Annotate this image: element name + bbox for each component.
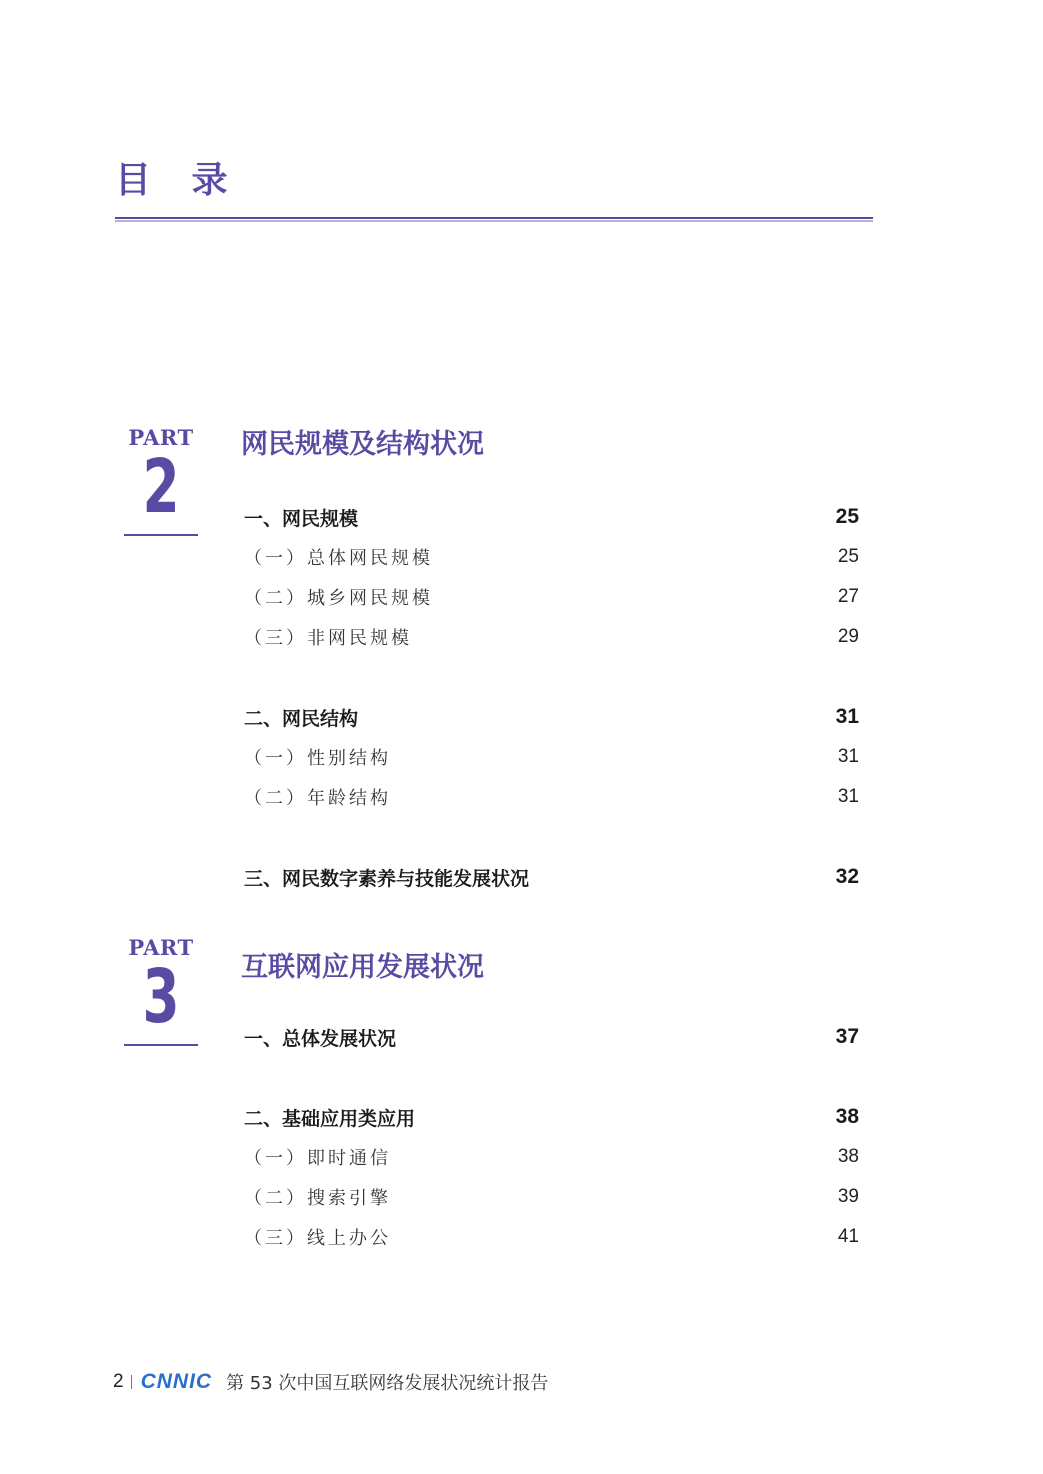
part-3-number: 3 (142, 954, 180, 1040)
toc-entry-label: 二、网民结构 (244, 707, 359, 730)
part-2-title: 网民规模及结构状况 (241, 429, 484, 460)
toc-entry-label: （三）线上办公 (244, 1228, 391, 1249)
toc-entry[interactable] (244, 864, 859, 890)
toc-entry-label: （二）年龄结构 (244, 788, 391, 809)
footer-page-number: 2 (113, 1371, 124, 1392)
footer-report-title: 第 53 次中国互联网络发展状况统计报告 (226, 1373, 549, 1394)
page-title: 目 录 (115, 160, 242, 201)
toc-entry-page: 39 (837, 1186, 859, 1207)
toc-entry-label: （一）总体网民规模 (244, 548, 433, 569)
toc-entry-label: 一、网民规模 (244, 507, 359, 530)
part-2-badge (124, 425, 198, 536)
toc-entry[interactable] (244, 1024, 859, 1050)
toc-entry-page: 25 (835, 505, 859, 528)
toc-entry-label: （二）城乡网民规模 (244, 588, 433, 609)
part-3-rule (124, 1044, 198, 1046)
toc-entry-page: 31 (837, 786, 859, 807)
title-divider (115, 217, 873, 222)
toc-entry-page: 25 (837, 546, 859, 567)
part-2-number: 2 (142, 444, 180, 530)
toc-entry-label: 一、总体发展状况 (244, 1027, 397, 1050)
toc-entry-page: 31 (835, 705, 859, 728)
toc-entry-label: （一）性别结构 (244, 748, 391, 769)
toc-entry[interactable] (244, 704, 859, 730)
toc-entry[interactable] (244, 744, 859, 770)
part-2-rule (124, 534, 198, 536)
toc-entry-label: （一）即时通信 (244, 1148, 391, 1169)
toc-entry-page: 41 (837, 1226, 859, 1247)
toc-entry[interactable] (244, 544, 859, 570)
toc-entry[interactable] (244, 584, 859, 610)
footer-separator (131, 1375, 132, 1389)
toc-entry[interactable] (244, 1184, 859, 1210)
toc-entry[interactable] (244, 504, 859, 530)
toc-entry-page: 29 (837, 626, 859, 647)
toc-entry[interactable] (244, 1104, 859, 1130)
toc-entry[interactable] (244, 624, 859, 650)
cnnic-logo: CNNIC (140, 1370, 213, 1393)
toc-entry[interactable] (244, 1144, 859, 1170)
toc-entry-page: 27 (837, 586, 859, 607)
toc-entry-label: （二）搜索引擎 (244, 1188, 391, 1209)
part-3-title: 互联网应用发展状况 (241, 952, 484, 983)
toc-entry-label: 二、基础应用类应用 (244, 1107, 416, 1130)
part-2-label: PART (128, 425, 194, 450)
toc-entry-page: 38 (837, 1146, 859, 1167)
page-footer (113, 1368, 548, 1396)
toc-entry-page: 37 (835, 1025, 859, 1048)
toc-entry-label: （三）非网民规模 (244, 628, 412, 649)
toc-entry-page: 38 (835, 1105, 859, 1128)
toc-entry-label: 三、网民数字素养与技能发展状况 (244, 867, 530, 890)
toc-entry-page: 31 (837, 746, 859, 767)
toc-entry-page: 32 (835, 865, 859, 888)
part-3-badge (124, 935, 198, 1046)
toc-entry[interactable] (244, 1224, 859, 1250)
toc-entry[interactable] (244, 784, 859, 810)
part-3-label: PART (128, 935, 194, 960)
